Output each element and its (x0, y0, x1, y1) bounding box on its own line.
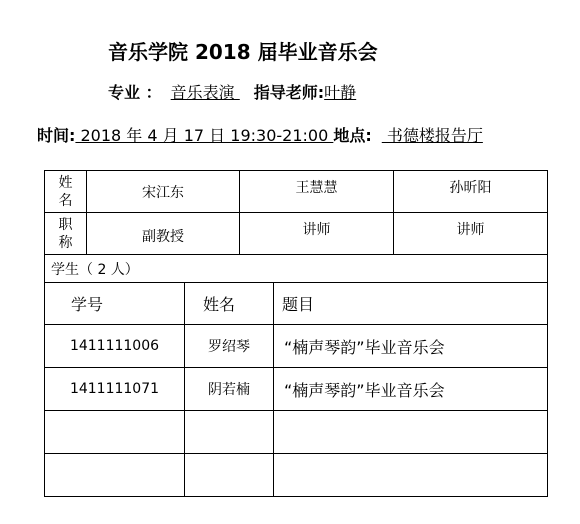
student-name-4 (184, 453, 274, 497)
teacher-title-2: 讲师 (239, 212, 394, 255)
time-label: 时间: (37, 126, 76, 145)
student-topic-1: “楠声琴韵”毕业音乐会 (273, 324, 548, 368)
students-section-label: 学生（ 2 人） (44, 254, 548, 283)
teacher-name-2: 王慧慧 (239, 170, 394, 213)
teacher-name-label-1: 姓 (58, 174, 73, 191)
student-name-1: 罗绍琴 (184, 324, 274, 368)
student-id-4 (44, 453, 185, 497)
teacher-name-label-cell (44, 170, 87, 213)
time-place-line (37, 123, 483, 146)
student-id-2: 1411111071 (44, 367, 185, 411)
header-student-id: 学号 (44, 282, 185, 325)
student-topic-3 (273, 410, 548, 454)
major-advisor-line (108, 80, 356, 103)
student-topic-4 (273, 453, 548, 497)
teacher-title-3: 讲师 (393, 212, 548, 255)
teacher-title-label-2: 称 (58, 234, 73, 251)
teacher-name-3: 孙昕阳 (393, 170, 548, 213)
student-id-3 (44, 410, 185, 454)
header-topic: 题目 (273, 282, 548, 325)
header-student-name: 姓名 (184, 282, 274, 325)
place-value: 书德楼报告厅 (381, 126, 483, 145)
major-label: 专业 ： (108, 83, 162, 102)
student-name-2: 阴若楠 (184, 367, 274, 411)
teacher-name-1: 宋江东 (86, 170, 240, 213)
student-id-1: 1411111006 (44, 324, 185, 368)
teacher-name-label-2: 名 (58, 192, 73, 209)
advisor-label: 指导老师: (253, 83, 325, 102)
student-name-3 (184, 410, 274, 454)
teacher-title-1: 副教授 (86, 212, 240, 255)
advisor-value: 叶静 (324, 83, 357, 102)
student-topic-2: “楠声琴韵”毕业音乐会 (273, 367, 548, 411)
teacher-title-label-cell (44, 212, 87, 255)
place-label: 地点: (333, 126, 372, 145)
document-title: 音乐学院 2018 届毕业音乐会 (108, 40, 378, 64)
time-value: 2018 年 4 月 17 日 19:30-21:00 (75, 126, 334, 145)
teacher-title-label-1: 职 (58, 216, 73, 233)
major-value: 音乐表演 (170, 83, 240, 102)
